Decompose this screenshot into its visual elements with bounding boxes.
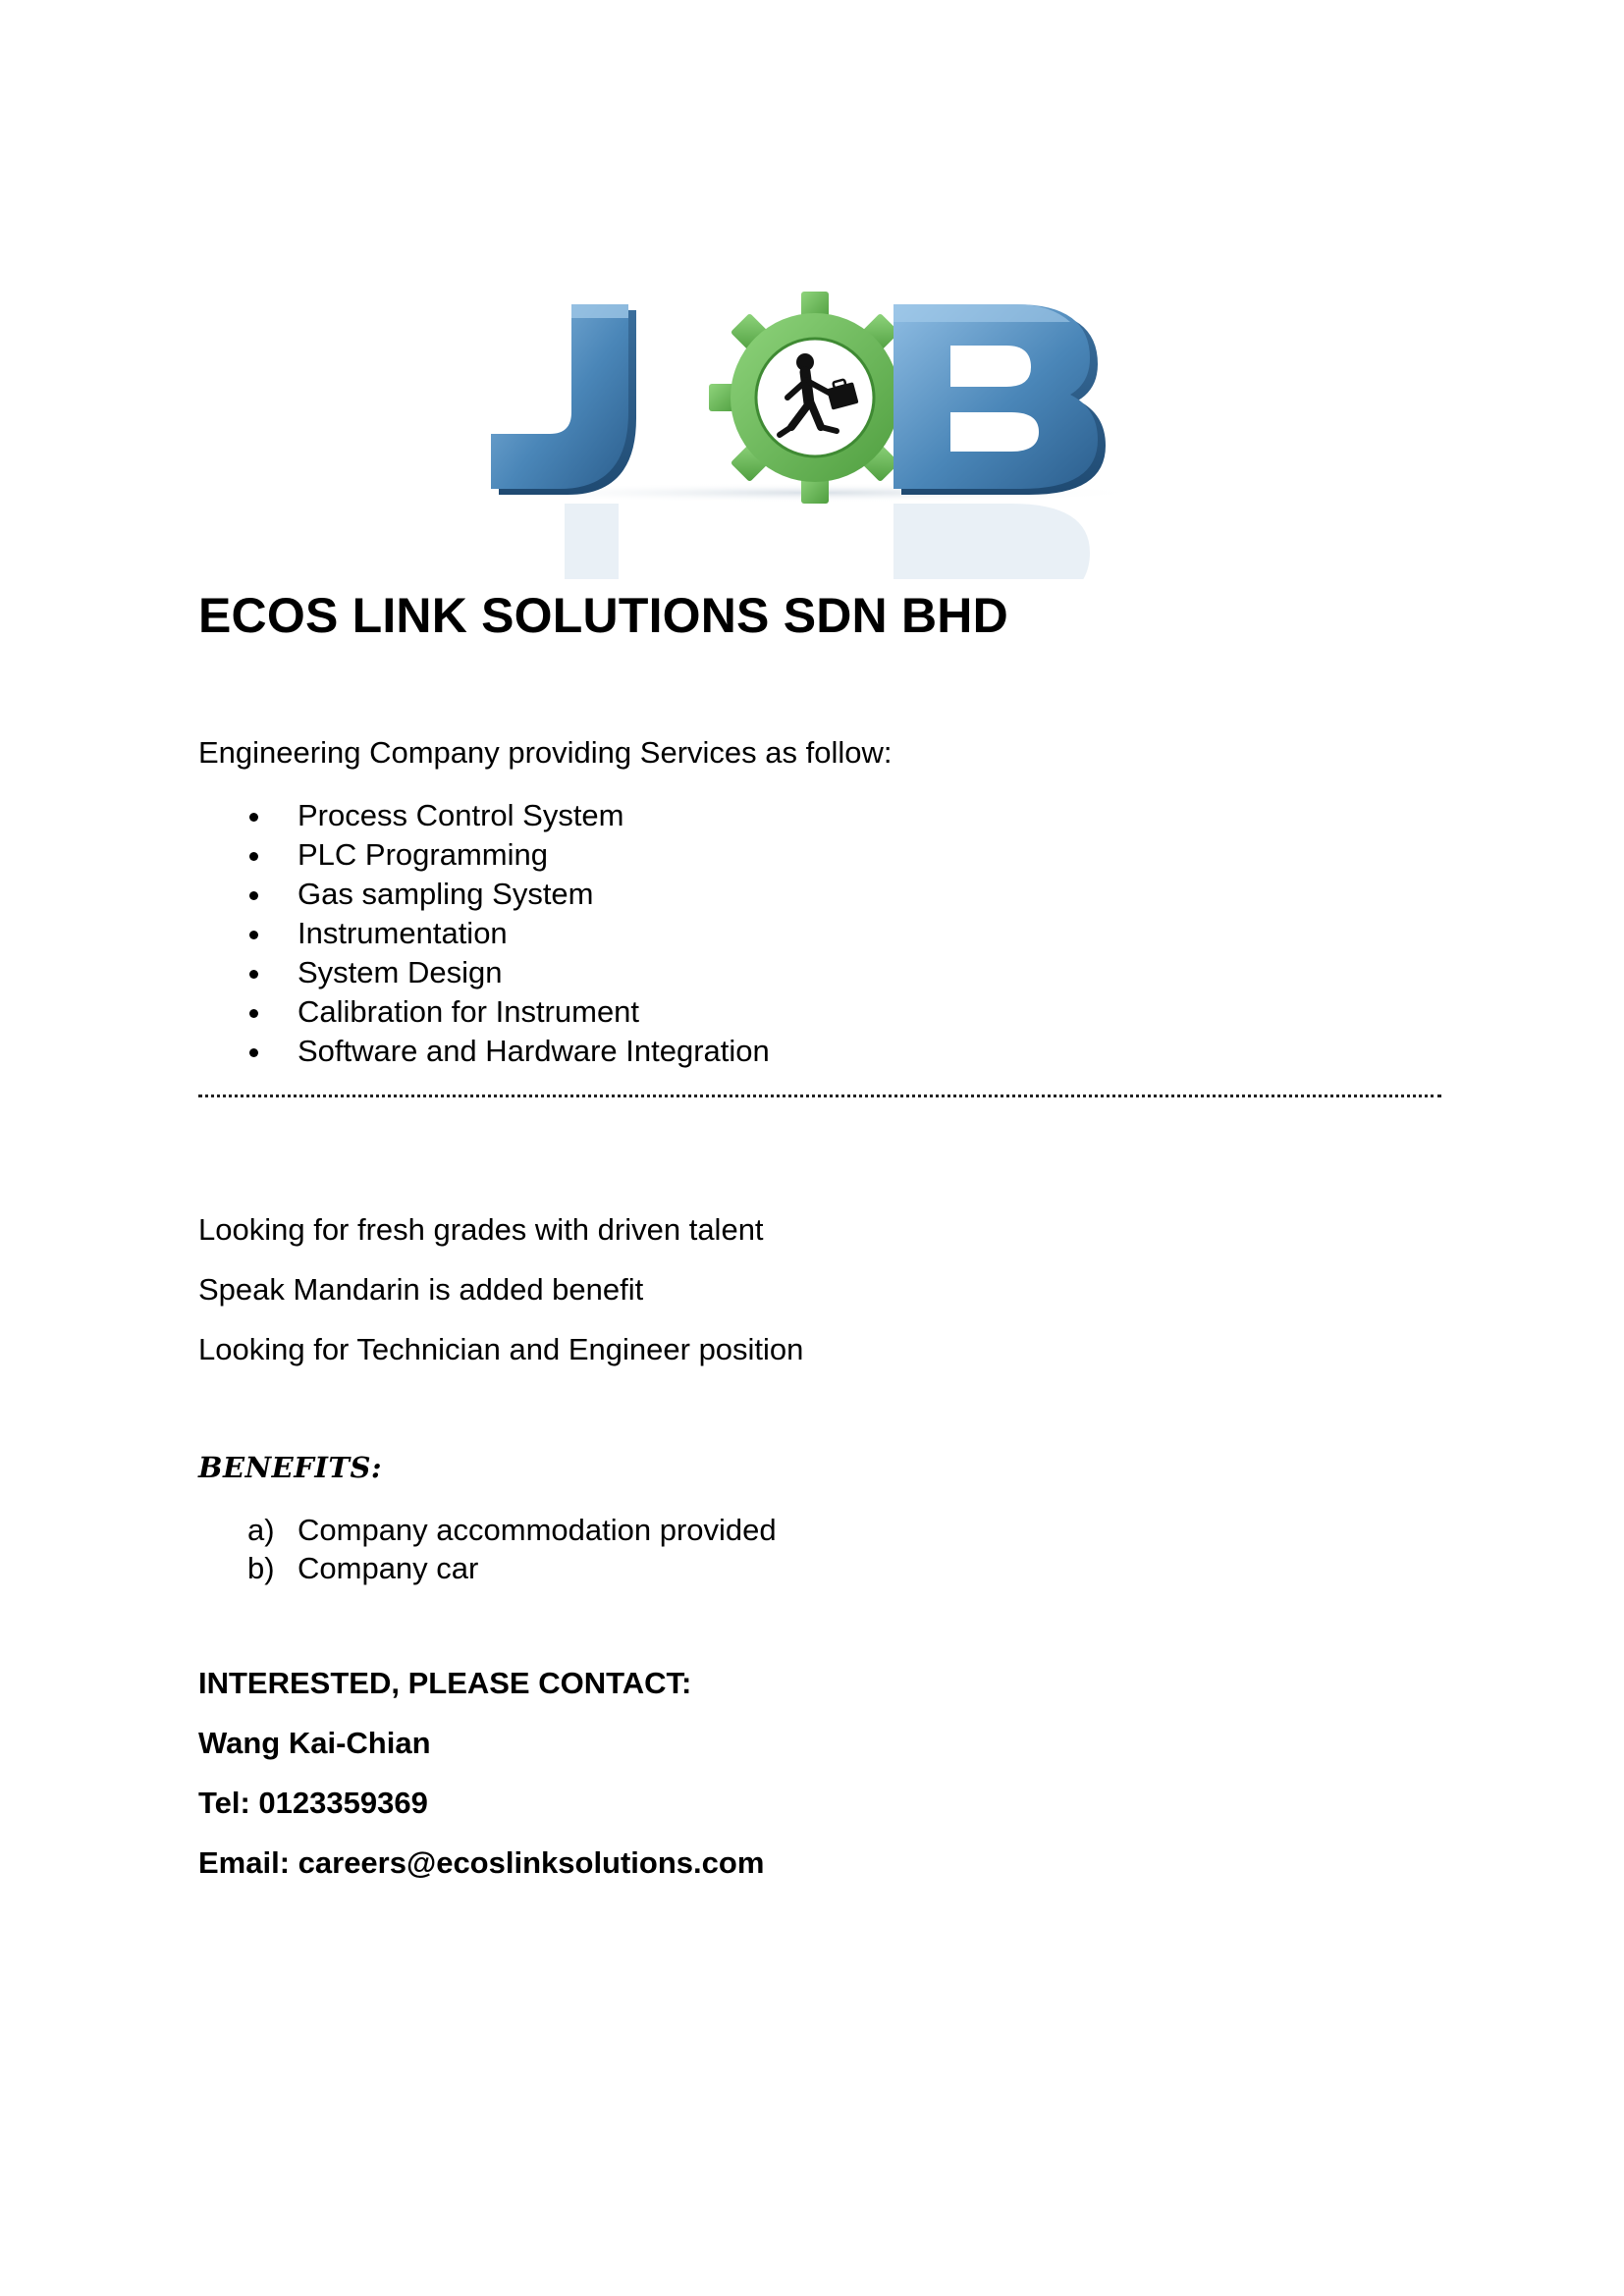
dotted-divider [198, 1095, 1441, 1097]
intro-text: Engineering Company providing Services as follow: [198, 735, 893, 770]
benefits-heading: BENEFITS: [198, 1451, 383, 1484]
service-label: Instrumentation [298, 916, 508, 950]
benefit-label: Company car [298, 1551, 479, 1585]
job-logo-icon [461, 265, 1168, 579]
service-label: Software and Hardware Integration [298, 1034, 770, 1068]
company-name: ECOS LINK SOLUTIONS SDN BHD [198, 588, 1008, 643]
list-item [198, 796, 770, 835]
list-item [198, 1549, 777, 1587]
list-marker: b) [247, 1551, 275, 1585]
list-item [198, 1032, 770, 1071]
list-item [198, 953, 770, 992]
list-item [198, 835, 770, 875]
contact-tel: Tel: 0123359369 [198, 1786, 428, 1820]
bullet-icon [249, 891, 258, 900]
list-item [198, 1511, 777, 1549]
letter-j [491, 304, 636, 495]
contact-email: Email: careers@ecoslinksolutions.com [198, 1845, 765, 1880]
contact-name: Wang Kai-Chian [198, 1726, 431, 1760]
service-label: Gas sampling System [298, 877, 594, 911]
list-item [198, 992, 770, 1032]
list-item [198, 914, 770, 953]
bullet-icon [249, 1048, 258, 1057]
service-label: Process Control System [298, 798, 624, 832]
bullet-icon [249, 852, 258, 861]
services-list [198, 796, 770, 1071]
list-item [198, 875, 770, 914]
service-label: PLC Programming [298, 837, 548, 872]
contact-heading: INTERESTED, PLEASE CONTACT: [198, 1666, 692, 1700]
service-label: Calibration for Instrument [298, 994, 640, 1029]
requirement-text: Looking for fresh grades with driven talent [198, 1212, 764, 1247]
benefits-list [198, 1511, 777, 1587]
letter-b [893, 304, 1106, 495]
bullet-icon [249, 1009, 258, 1018]
bullet-icon [249, 813, 258, 822]
requirement-text: Speak Mandarin is added benefit [198, 1272, 644, 1307]
bullet-icon [249, 931, 258, 939]
service-label: System Design [298, 955, 503, 989]
requirement-text: Looking for Technician and Engineer position [198, 1332, 804, 1366]
benefit-label: Company accommodation provided [298, 1513, 777, 1547]
bullet-icon [249, 970, 258, 979]
list-marker: a) [247, 1513, 275, 1547]
